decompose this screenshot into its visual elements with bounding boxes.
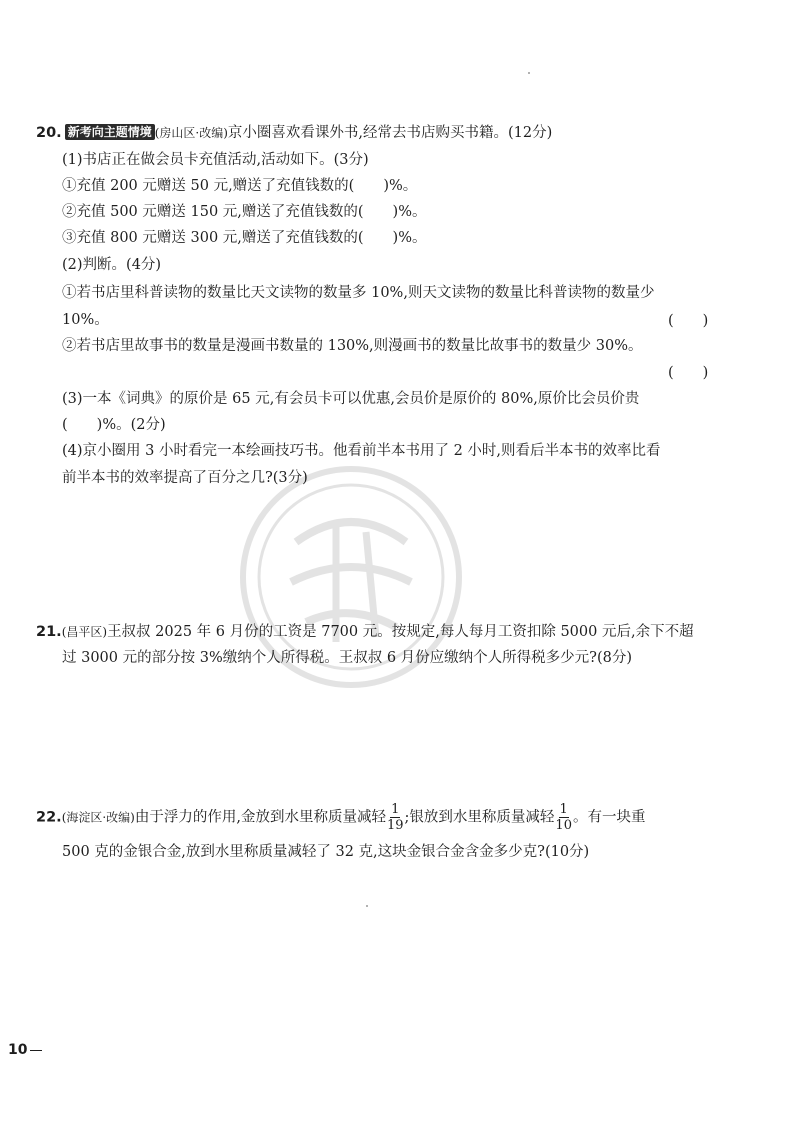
q20-part4-line2: 前半本书的效率提高了百分之几?(3分) (62, 470, 308, 486)
q20-part1-item-1: ①充值 200 元赠送 50 元,赠送了充值钱数的( )%。 (62, 178, 418, 194)
q20-part3-line1: (3)一本《词典》的原价是 65 元,有会员卡可以优惠,会员价是原价的 80%,原价比会员价贵 (62, 391, 640, 407)
fraction-numerator: 1 (391, 802, 400, 817)
q22-number: 22. (36, 809, 62, 826)
q22-text-a: 由于浮力的作用,金放到水里称质量减轻 (134, 809, 386, 826)
scan-speck (366, 905, 368, 907)
q21-line2: 过 3000 元的部分按 3%缴纳个人所得税。王叔叔 6 月份应缴纳个人所得税多少元?(8分) (62, 650, 632, 666)
q20-part2-item1-line2: 10%。 (62, 312, 109, 328)
scan-speck (528, 72, 530, 74)
page-number-dash (30, 1050, 42, 1051)
q20-part3-line2: ( )%。(2分) (62, 417, 166, 433)
fraction-one-tenth (555, 803, 572, 832)
q20-part2-item2-answer-blank: ( ) (668, 365, 709, 381)
q20-source: (房山区·改编) (154, 126, 228, 140)
q21-number: 21. (36, 624, 62, 640)
fraction-one-nineteenth (387, 803, 404, 832)
q22-text-b: ;银放到水里称质量减轻 (404, 809, 555, 826)
q20-part2-item1-line1: ①若书店里科普读物的数量比天文读物的数量多 10%,则天文读物的数量比科普读物的数量少 (62, 285, 655, 301)
q20-tag-badge: 新考向主题情境 (65, 124, 155, 140)
q20-part1-item-3: ③充值 800 元赠送 300 元,赠送了充值钱数的( )%。 (62, 230, 427, 246)
q20-number: 20. (36, 125, 62, 141)
q21-text: 王叔叔 2025 年 6 月份的工资是 7700 元。按规定,每人每月工资扣除 5000 元后,余下不超 (107, 624, 694, 640)
q20-part2-title: (2)判断。(4分) (62, 257, 162, 273)
q20-part2-item2-line1: ②若书店里故事书的数量是漫画书数量的 130%,则漫画书的数量比故事书的数量少 30%。 (62, 338, 643, 354)
q20-header (36, 124, 552, 141)
fraction-denominator: 10 (555, 818, 572, 833)
q22-line2: 500 克的金银合金,放到水里称质量减轻了 32 克,这块金银合金含金多少克?(10分) (62, 844, 590, 860)
fraction-denominator: 19 (386, 818, 404, 833)
fraction-numerator: 1 (559, 802, 568, 817)
q20-intro: 京小圈喜欢看课外书,经常去书店购买书籍。(12分) (227, 125, 553, 141)
q22-text-c: 。有一块重 (572, 809, 646, 826)
q20-part1-title: (1)书店正在做会员卡充值活动,活动如下。(3分) (62, 152, 369, 168)
q21-source: (昌平区) (61, 625, 108, 639)
q20-part1-item-2: ②充值 500 元赠送 150 元,赠送了充值钱数的( )%。 (62, 204, 427, 220)
q20-part2-item1-answer-blank: ( ) (668, 313, 709, 329)
q21-line1 (36, 625, 694, 640)
page-number: 10 (8, 1042, 28, 1058)
q20-part4-line1: (4)京小圈用 3 小时看完一本绘画技巧书。他看前半本书用了 2 小时,则看后半本书的效率比看 (62, 443, 661, 459)
q22-source: (海淀区·改编) (61, 810, 135, 825)
q22-line1 (36, 803, 645, 832)
